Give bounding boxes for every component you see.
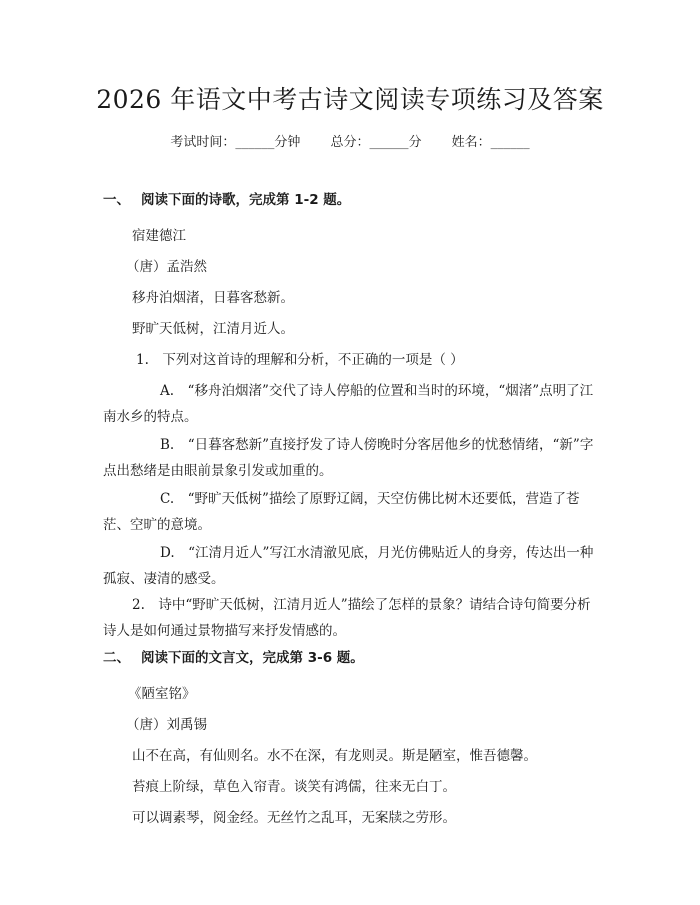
page-title: 2026 年语文中考古诗文阅读专项练习及答案 (96, 85, 604, 114)
exam-meta (0, 131, 700, 150)
text-title: 《陋室铭》 (128, 686, 196, 702)
option-d: D. “江清月近人”写江水清澈见底，月光仿佛贴近人的身旁，传达出一种孤寂、凄清的感受。 (103, 545, 594, 587)
poem-author: （唐）孟浩然 (126, 259, 207, 275)
question-2: 2. 诗中“野旷天低树，江清月近人”描绘了怎样的景象？请结合诗句简要分析诗人是如何通过景物描写来抒发情感的。 (103, 597, 591, 639)
poem-line-1: 移舟泊烟渚，日暮客愁新。 (132, 290, 294, 306)
question-1: 1. 下列对这首诗的理解和分析，不正确的一项是（ ） (136, 352, 464, 368)
text-line-3: 可以调素琴，阅金经。无丝竹之乱耳，无案牍之劳形。 (132, 810, 456, 826)
total-score: 总分：______分 (330, 135, 422, 150)
poem-line-2: 野旷天低树，江清月近人。 (132, 321, 294, 337)
text-author: （唐）刘禹锡 (126, 717, 207, 733)
section-heading-2 (103, 648, 364, 668)
student-name: 姓名：______ (451, 135, 530, 150)
section-heading-text-2: 阅读下面的文言文，完成第 3-6 题。 (141, 650, 364, 666)
section-number-1: 一、 (103, 192, 130, 208)
section-number-2: 二、 (103, 650, 130, 666)
poem-title: 宿建德江 (132, 228, 186, 244)
option-b: B. “日暮客愁新”直接抒发了诗人傍晚时分客居他乡的忧愁情绪，“新”字点出愁绪是由眼前景象引发或加重的。 (103, 437, 594, 479)
option-a: A. “移舟泊烟渚”交代了诗人停船的位置和当时的环境，“烟渚”点明了江南水乡的特点。 (103, 383, 594, 425)
exam-time: 考试时间：______分钟 (170, 135, 301, 150)
text-line-1: 山不在高，有仙则名。水不在深，有龙则灵。斯是陋室，惟吾德馨。 (132, 748, 537, 764)
section-heading-1 (103, 190, 350, 210)
option-c: C. “野旷天低树”描绘了原野辽阔，天空仿佛比树木还要低，营造了苍茫、空旷的意境。 (103, 491, 580, 533)
text-line-2: 苔痕上阶绿，草色入帘青。谈笑有鸿儒，往来无白丁。 (132, 779, 456, 795)
section-heading-text-1: 阅读下面的诗歌，完成第 1-2 题。 (141, 192, 351, 208)
